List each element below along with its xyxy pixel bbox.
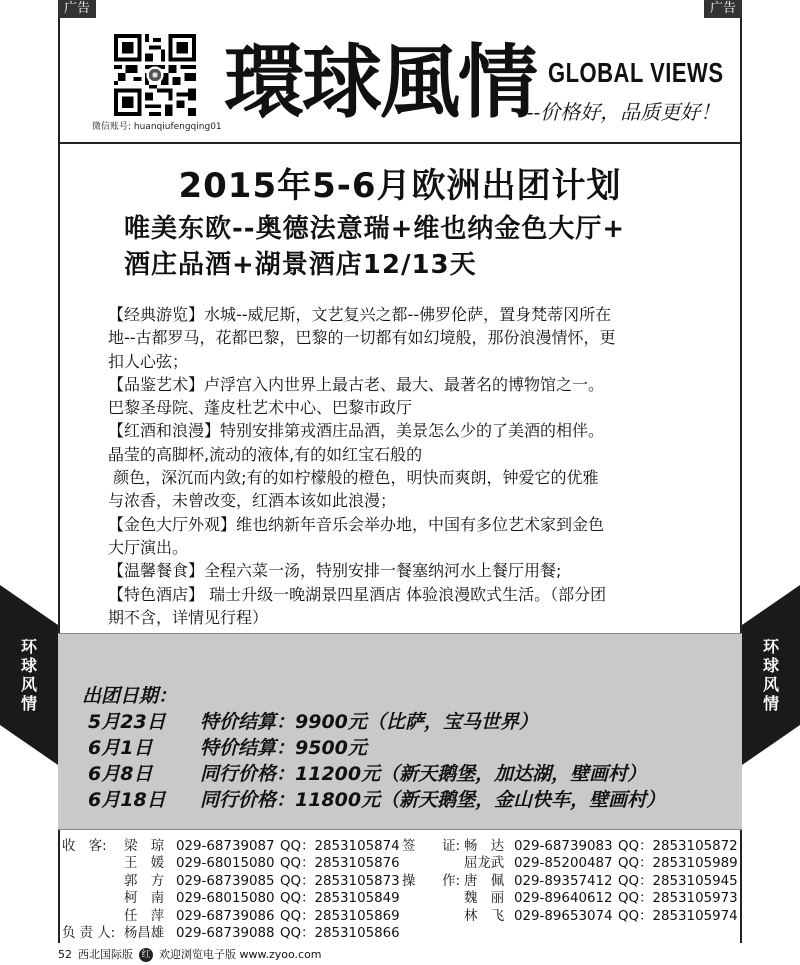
departure-dates bbox=[82, 683, 665, 813]
contact-role: 签 证: bbox=[402, 839, 461, 854]
side-char: 球 bbox=[20, 656, 37, 675]
contact-name: 杨昌雄 bbox=[124, 925, 165, 941]
body-line: 地--古都罗马，花都巴黎，巴黎的一切都有如幻境般，那份浪漫情怀，更 bbox=[108, 328, 616, 348]
contact-phone: 029-68739088 bbox=[176, 925, 275, 941]
contact-role: 操 作: bbox=[402, 873, 461, 889]
side-char: 环 bbox=[20, 637, 37, 656]
departure-price: 特价结算：9500元 bbox=[200, 737, 367, 759]
slogan: ---价格好，品质更好！ bbox=[520, 100, 721, 124]
ad-label-right: 广告 bbox=[704, 0, 742, 18]
contact-phone: 029-68739086 bbox=[176, 908, 275, 924]
contact-name: 任 萍 bbox=[124, 908, 165, 924]
contact-qq: QQ：2853105866 bbox=[280, 925, 400, 941]
contact-phone: 029-89357412 bbox=[514, 873, 613, 889]
body-line: 【温馨餐食】全程六菜一汤，特别安排一餐塞纳河水上餐厅用餐; bbox=[108, 561, 562, 581]
subtitle-line-1: 唯美东欧--奥德法意瑞+维也纳金色大厅+ bbox=[124, 214, 626, 244]
contact-phone: 029-89640612 bbox=[514, 891, 613, 907]
departure-heading: 出团日期： bbox=[82, 685, 178, 707]
side-char: 风 bbox=[20, 675, 37, 694]
contact-qq: QQ：2853105849 bbox=[280, 891, 400, 907]
departure-date: 6月8日 bbox=[88, 763, 153, 785]
body-line: 【红酒和浪漫】特别安排第戎酒庄品酒，美景怎么少的了美酒的相伴。 bbox=[108, 421, 605, 441]
edition-label: 西北国际版 bbox=[78, 948, 133, 961]
departure-row bbox=[82, 709, 665, 735]
departure-price: 特价结算：9900元（比萨，宝马世界） bbox=[200, 711, 538, 733]
side-char: 球 bbox=[762, 656, 779, 675]
contact-qq: QQ：2853105974 bbox=[618, 908, 738, 924]
qr-code-icon bbox=[114, 34, 196, 116]
page-title: 2015年5-6月欧洲出团计划 bbox=[178, 166, 622, 206]
contact-name: 林 飞 bbox=[464, 908, 505, 924]
body-line: 【金色大厅外观】维也纳新年音乐会举办地，中国有多位艺术家到金色 bbox=[108, 514, 605, 534]
side-char: 情 bbox=[20, 694, 37, 713]
contact-qq: QQ：2853105945 bbox=[618, 873, 738, 889]
departure-row bbox=[82, 735, 665, 761]
contact-qq: QQ：2853105874 bbox=[280, 839, 400, 854]
contact-name: 屈龙武 bbox=[464, 856, 505, 872]
contact-name: 梁 琼 bbox=[124, 839, 165, 854]
contact-phone: 029-68739085 bbox=[176, 873, 275, 889]
body-line: 【特色酒店】 瑞士升级一晚湖景四星酒店 体验浪漫欧式生活。（部分团 bbox=[108, 584, 607, 604]
side-tab-left bbox=[0, 585, 58, 765]
body-line: 【经典游览】水城--威尼斯，文艺复兴之都--佛罗伦萨，置身梵蒂冈所在 bbox=[108, 305, 612, 324]
body-line: 大厅演出。 bbox=[108, 537, 189, 557]
contact-phone: 029-68015080 bbox=[176, 856, 275, 872]
contact-phone: 029-68015080 bbox=[176, 891, 275, 907]
departure-row bbox=[82, 761, 665, 787]
contact-qq: QQ：2853105973 bbox=[618, 891, 738, 907]
contact-qq: QQ：2853105989 bbox=[618, 856, 738, 872]
contact-name: 畅 达 bbox=[464, 839, 505, 854]
contact-qq: QQ：2853105872 bbox=[618, 839, 738, 854]
contact-phone: 029-68739083 bbox=[514, 839, 613, 854]
contact-role: 负 责 人: bbox=[62, 925, 116, 941]
brand-logo: 環球風情 bbox=[224, 35, 536, 129]
contact-name: 王 媛 bbox=[124, 856, 165, 872]
badge-icon: 红 bbox=[139, 948, 153, 962]
footer-link[interactable]: 欢迎浏览电子版 www.zyoo.com bbox=[159, 948, 322, 961]
side-char: 风 bbox=[762, 675, 779, 694]
side-char: 情 bbox=[762, 694, 779, 713]
contact-qq: QQ：2853105873 bbox=[280, 873, 400, 889]
body-line: 与浓香，未曾改变，红酒本该如此浪漫； bbox=[108, 491, 397, 511]
header bbox=[58, 18, 742, 144]
page-number: 52 bbox=[58, 948, 72, 961]
body-line: 【品鉴艺术】卢浮宫入内世界上最古老、最大、最著名的博物馆之一。 bbox=[108, 374, 605, 394]
contact-phone: 029-85200487 bbox=[514, 856, 613, 872]
side-tab-right bbox=[742, 585, 800, 765]
body-line: 巴黎圣母院、蓬皮杜艺术中心、巴黎市政厅 bbox=[108, 398, 413, 418]
body-line: 颜色，深沉而内敛;有的如柠檬般的橙色，明快而爽朗，钟爱它的优雅 bbox=[108, 468, 599, 488]
ad-label-left: 广告 bbox=[58, 0, 96, 18]
itinerary-description bbox=[108, 303, 708, 629]
body-line: 晶莹的高脚杯,流动的液体,有的如红宝石般的 bbox=[108, 444, 423, 464]
departure-date: 5月23日 bbox=[88, 711, 166, 733]
contact-phone: 029-89653074 bbox=[514, 908, 613, 924]
subtitle-line-2: 酒庄品酒+湖景酒店12/13天 bbox=[124, 250, 477, 280]
departure-price: 同行价格：11800元（新天鹅堡，金山快车，壁画村） bbox=[200, 789, 666, 811]
side-char: 环 bbox=[762, 637, 779, 656]
contact-role: 收 客: bbox=[62, 839, 107, 854]
departure-date: 6月18日 bbox=[88, 789, 166, 811]
departure-price: 同行价格：11200元（新天鹅堡，加达湖，壁画村） bbox=[200, 763, 647, 785]
departure-row bbox=[82, 787, 665, 813]
body-line: 期不含，详情见行程） bbox=[108, 607, 269, 627]
contact-name: 唐 佩 bbox=[464, 873, 505, 889]
contact-phone: 029-68739087 bbox=[176, 839, 275, 854]
body-line: 扣人心弦； bbox=[108, 351, 189, 371]
contact-name: 柯 南 bbox=[124, 891, 165, 907]
contact-qq: QQ：2853105876 bbox=[280, 856, 400, 872]
contact-qq: QQ：2853105869 bbox=[280, 908, 400, 924]
contact-name: 郭 方 bbox=[124, 873, 165, 889]
wechat-account: 微信账号: huanqiufengqing01 bbox=[92, 122, 222, 132]
departure-date: 6月1日 bbox=[88, 737, 153, 759]
global-views-text: GLOBAL VIEWS bbox=[548, 56, 724, 88]
page-footer bbox=[58, 945, 322, 965]
contact-name: 魏 丽 bbox=[464, 891, 505, 907]
